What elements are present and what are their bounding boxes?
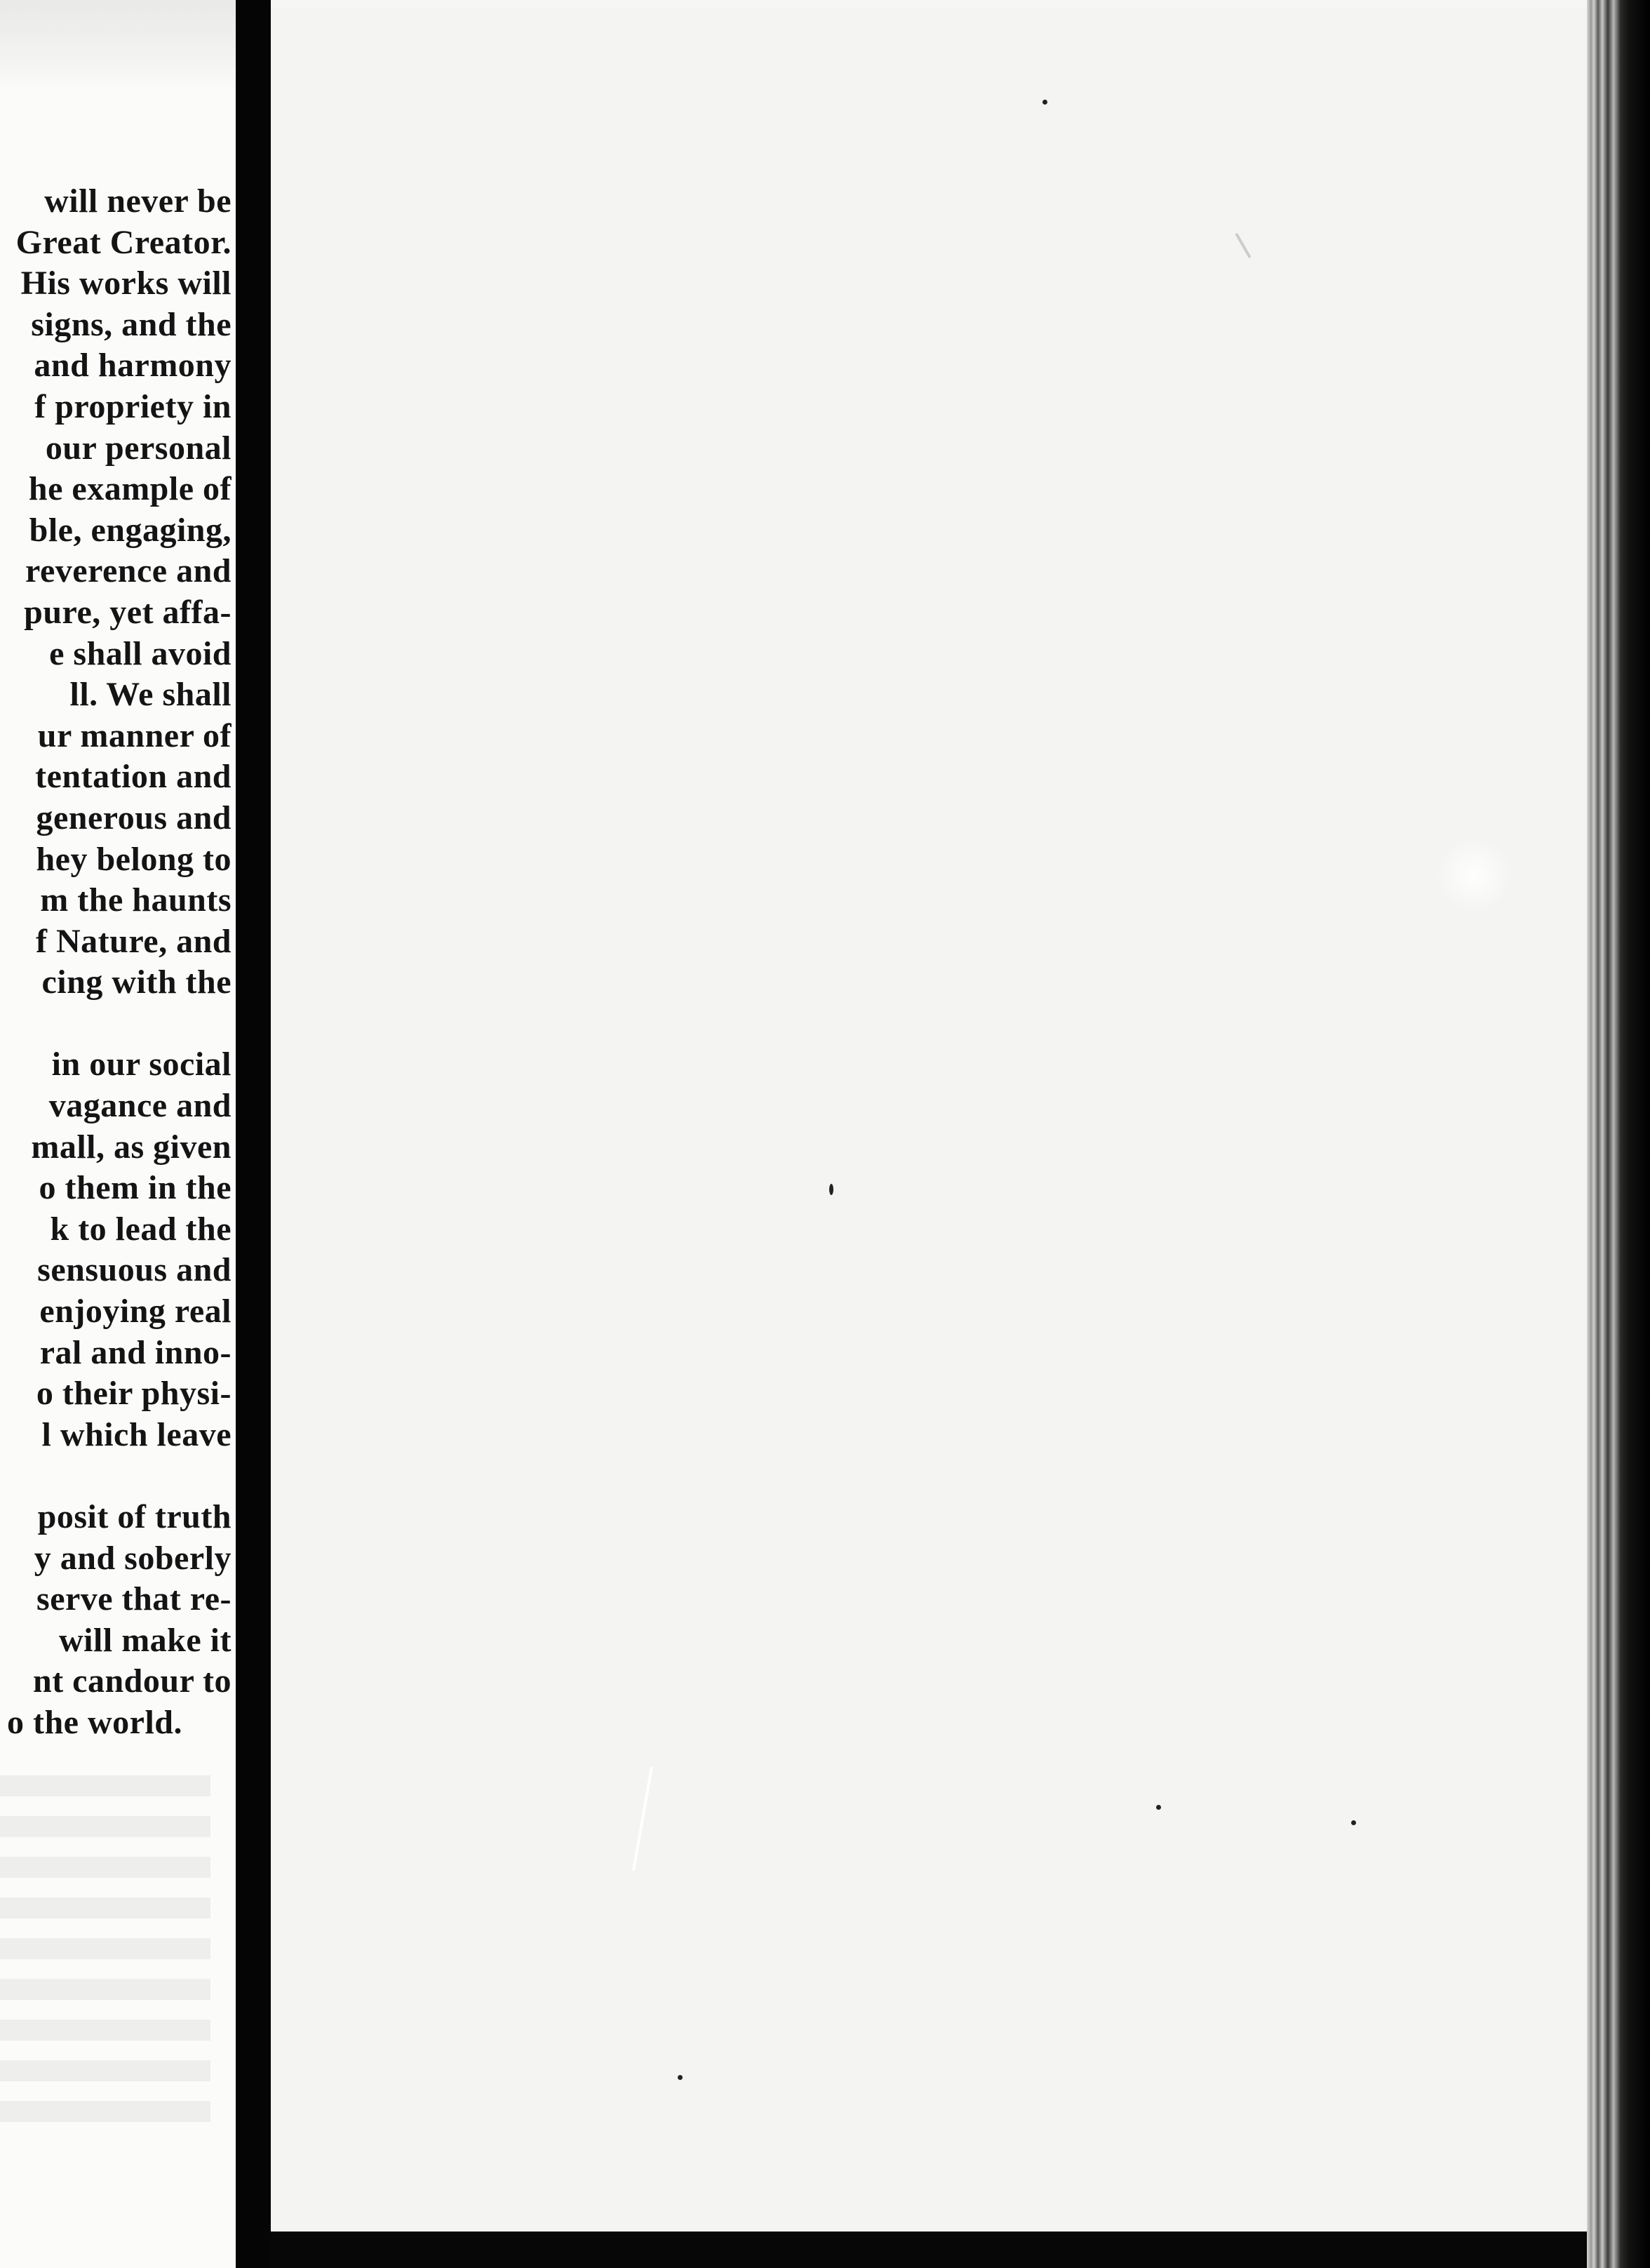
text-line: l which leave: [41, 1415, 232, 1453]
book-page-edges: [1587, 0, 1650, 2268]
paragraph-gap: [0, 1455, 232, 1497]
text-line: ur manner of: [37, 716, 232, 754]
torn-page-corner: [0, 0, 239, 91]
text-line: will make it: [59, 1621, 232, 1659]
text-line: o them in the: [39, 1169, 232, 1207]
paper-speck: [829, 1184, 833, 1195]
text-line: our personal: [45, 429, 232, 467]
text-line: cing with the: [41, 963, 232, 1001]
left-page: [0, 0, 239, 2268]
book-gutter: [236, 0, 271, 2268]
body-text-column: [0, 181, 232, 1744]
text-line: vagance and: [48, 1087, 232, 1125]
text-line: m the haunts: [40, 881, 232, 919]
text-line: y and soberly: [34, 1539, 232, 1577]
text-line: posit of truth: [37, 1498, 232, 1535]
text-line: mall, as given: [31, 1128, 232, 1166]
paper-scratch: [632, 1767, 653, 1871]
text-line: f propriety in: [34, 387, 232, 425]
text-line: signs, and the: [31, 305, 232, 343]
text-line: enjoying real: [39, 1293, 232, 1330]
text-line: serve that re-: [36, 1580, 232, 1618]
text-line: o their physi-: [36, 1375, 232, 1413]
text-line: will never be: [44, 182, 232, 220]
text-line: hey belong to: [36, 840, 232, 878]
text-line: nt candour to: [33, 1662, 232, 1700]
text-line: k to lead the: [50, 1210, 232, 1248]
text-line: tentation and: [35, 758, 232, 796]
text-line: reverence and: [25, 552, 232, 590]
scan-bottom-edge: [271, 2232, 1650, 2268]
paper-speck: [678, 2075, 683, 2080]
text-line: and harmony: [34, 347, 232, 385]
text-line: ble, engaging,: [29, 511, 232, 549]
text-line: ral and inno-: [39, 1333, 232, 1371]
text-line: in our social: [51, 1046, 232, 1083]
text-line: sensuous and: [37, 1251, 232, 1289]
paper-speck: [1156, 1805, 1161, 1810]
text-line: pure, yet affa-: [24, 593, 232, 631]
text-line: His works will: [20, 265, 232, 302]
paragraph-gap: [0, 1003, 232, 1045]
paper-speck: [1042, 100, 1047, 105]
text-line: e shall avoid: [49, 634, 232, 672]
paper-speck: [1351, 1820, 1356, 1825]
text-line: o the world.: [7, 1703, 182, 1741]
text-line: he example of: [28, 470, 232, 508]
text-line: Great Creator.: [15, 223, 232, 261]
paper-scratch: [1235, 233, 1251, 259]
text-line: ll. We shall: [69, 676, 232, 714]
text-line: generous and: [36, 799, 232, 836]
text-line: f Nature, and: [36, 922, 232, 960]
right-page-blank: [271, 8, 1590, 2232]
bleed-through-text: [0, 1775, 210, 2140]
